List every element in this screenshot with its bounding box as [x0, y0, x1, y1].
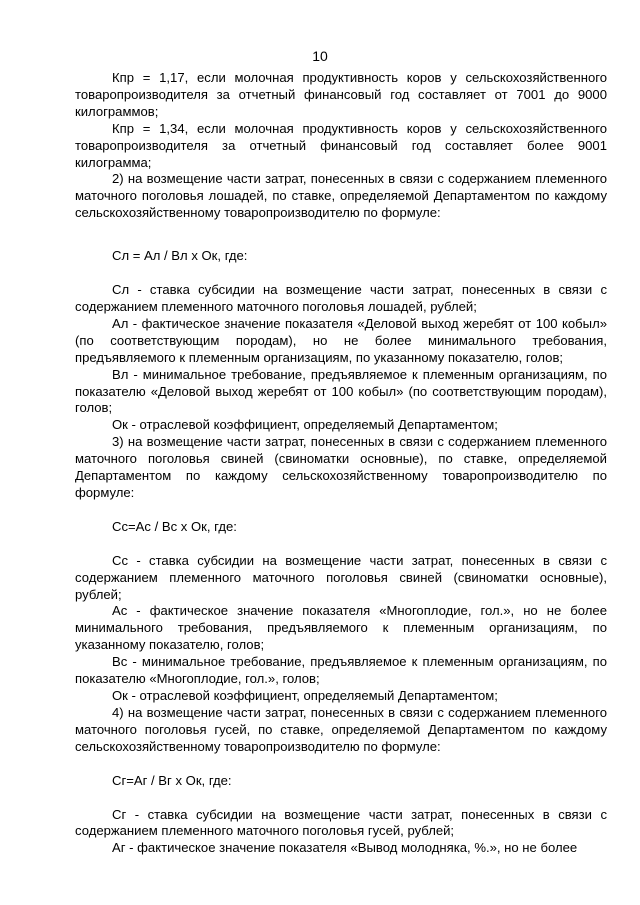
definition-ok-horses: Ок - отраслевой коэффициент, определяемый Департаментом;: [112, 417, 498, 433]
paragraph-kpr-1-34: Кпр = 1,34, если молочная продуктивность коров у сельскохозяйственного товаропроизводителя за отчетный финансовый год составляет более 9001 килограмма;: [75, 120, 607, 170]
definition-sl: Сл - ставка субсидии на возмещение части затрат, понесенных в связи с содержанием племенного маточного поголовья лошадей, рублей;: [75, 282, 607, 314]
paragraph-item-2-horses: 2) на возмещение части затрат, понесенных в связи с содержанием племенного маточного поголовья лошадей, по ставке, определяемой Департаментом по каждому сельскохозяйственному товаропроизводителю по формуле:: [75, 171, 607, 221]
definition-ss: Сс - ставка субсидии на возмещение части затрат, понесенных в связи с содержанием племенного маточного поголовья свиней (свиноматки основные), рублей;: [75, 552, 607, 602]
paragraph-item-4-geese: 4) на возмещение части затрат, понесенных в связи с содержанием племенного маточного поголовья гусей, по ставке, определяемой Департаментом по каждому сельскохозяйственному товаропроизводителю по формуле:: [75, 704, 607, 754]
formula-horses: Сл = Ал / Вл х Ок, где:: [112, 248, 248, 264]
formula-pigs: Сс=Ас / Вс х Ок, где:: [112, 518, 237, 534]
definition-vs: Вс - минимальное требование, предъявляемое к племенным организациям, по показателю «Многоплодие, гол.», голов;: [75, 654, 607, 687]
definition-ag: Аг - фактическое значение показателя «Вывод молодняка, %.», но не более: [112, 840, 578, 856]
paragraph-item-3-pigs: 3) на возмещение части затрат, понесенных в связи с содержанием племенного маточного поголовья свиней (свиноматки основные), по ставке, определяемой Департаментом по каждому сельскохозяйственному товаропроизводителю по формуле:: [75, 434, 607, 500]
page-number: 10: [312, 48, 328, 64]
definition-vl: Вл - минимальное требование, предъявляемое к племенным организациям, по показателю «Деловой выход жеребят от 100 кобыл» (по соответствующим породам), голов;: [75, 366, 607, 416]
definition-ok-pigs: Ок - отраслевой коэффициент, определяемый Департаментом;: [112, 688, 498, 703]
definition-sg: Сг - ставка субсидии на возмещение части затрат, понесенных в связи с содержанием племенного маточного поголовья гусей, рублей;: [75, 806, 607, 839]
formula-geese: Сг=Аг / Вг х Ок, где:: [112, 772, 232, 788]
document-body: [75, 70, 607, 857]
paragraph-kpr-1-17: Кпр = 1,17, если молочная продуктивность коров у сельскохозяйственного товаропроизводителя за отчетный финансовый год составляет от 7001 до 9000 килограммов;: [75, 70, 607, 119]
definition-al: Ал - фактическое значение показателя «Деловой выход жеребят от 100 кобыл» (по соответствующим породам), но не более минимального требования, предъявляемого к племенным организациям, по указанному показателю, голов;: [75, 315, 607, 365]
definition-as: Ас - фактическое значение показателя «Многоплодие, гол.», но не более минимального требования, предъявляемого к племенным организациям, по указанному показателю, голов;: [75, 603, 607, 653]
